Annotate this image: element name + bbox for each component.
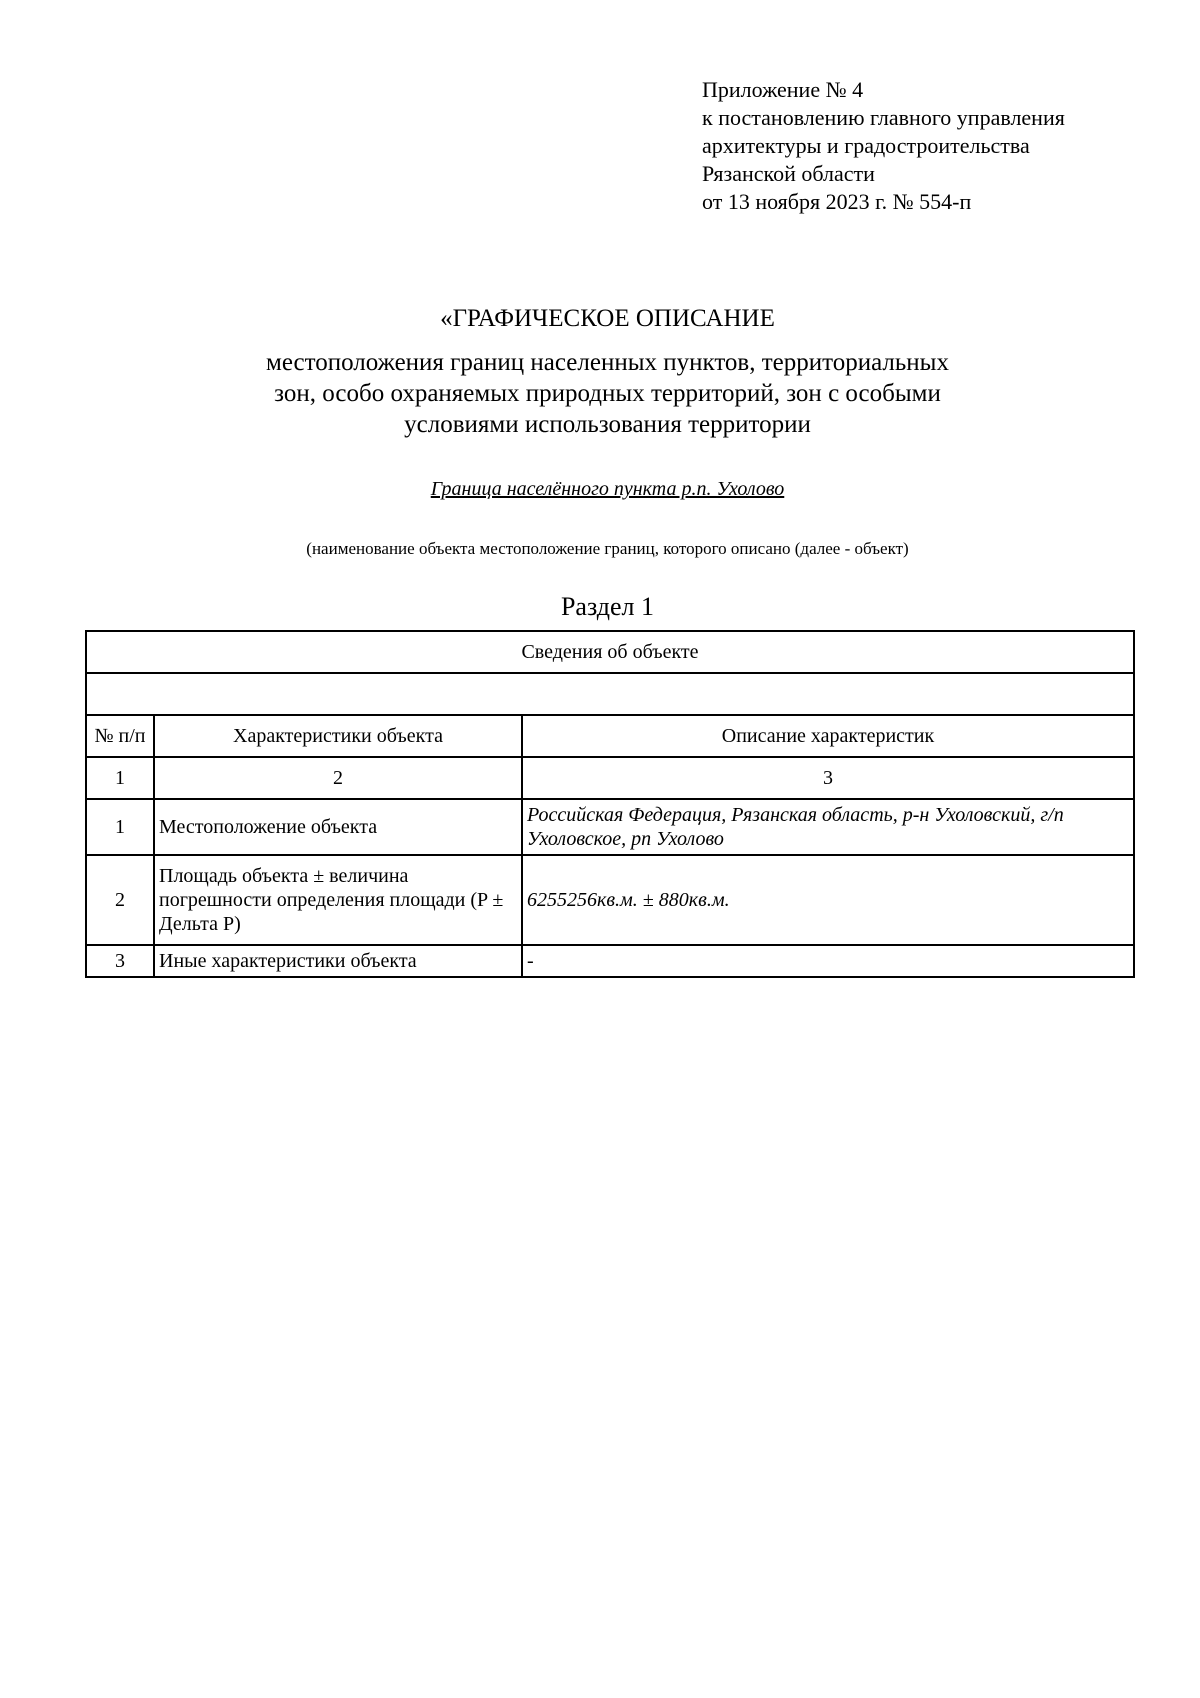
- column-number: 1: [86, 757, 154, 799]
- object-info-table: [85, 630, 1135, 978]
- table-row: [86, 855, 1134, 945]
- table-empty-row: [86, 673, 1134, 715]
- row-description: -: [522, 945, 1134, 977]
- table-caption: Сведения об объекте: [86, 631, 1134, 673]
- document-subtitle: [0, 347, 1200, 440]
- object-caption: (наименование объекта местоположение границ, которого описано (далее - объект): [306, 539, 909, 558]
- appendix-line: от 13 ноября 2023 г. № 554-п: [702, 189, 972, 214]
- subtitle-line: условиями использования территории: [404, 411, 811, 438]
- row-description: Российская Федерация, Рязанская область, р-н Ухоловский, г/п Ухоловское, рп Ухолово: [522, 799, 1134, 855]
- subtitle-line: зон, особо охраняемых природных территорий, зон с особыми: [274, 380, 941, 407]
- table-caption-row: [86, 631, 1134, 673]
- table-row: [86, 799, 1134, 855]
- header-number: № п/п: [86, 715, 154, 757]
- header-description: Описание характеристик: [522, 715, 1134, 757]
- object-name: Граница населённого пункта р.п. Ухолово: [430, 478, 785, 500]
- header-characteristic: Характеристики объекта: [154, 715, 522, 757]
- row-number: 2: [86, 855, 154, 945]
- row-number: 1: [86, 799, 154, 855]
- appendix-line: к постановлению главного управления: [702, 105, 1065, 130]
- appendix-line: Рязанской области: [702, 161, 875, 186]
- section-title: Раздел 1: [560, 592, 655, 621]
- appendix-line: Приложение № 4: [702, 77, 864, 102]
- document-title: «ГРАФИЧЕСКОЕ ОПИСАНИЕ: [440, 305, 775, 332]
- table-row: [86, 945, 1134, 977]
- column-number: 3: [522, 757, 1134, 799]
- appendix-line: архитектуры и градостроительства: [702, 133, 1030, 158]
- appendix-block: [702, 76, 1065, 216]
- row-description: 6255256кв.м. ± 880кв.м.: [522, 855, 1134, 945]
- table-empty-cell: [86, 673, 1134, 715]
- row-characteristic: Иные характеристики объекта: [154, 945, 522, 977]
- subtitle-line: местоположения границ населенных пунктов, территориальных: [266, 349, 949, 376]
- column-number: 2: [154, 757, 522, 799]
- table-header-row: [86, 715, 1134, 757]
- table-column-numbers-row: [86, 757, 1134, 799]
- row-characteristic: Местоположение объекта: [154, 799, 522, 855]
- row-number: 3: [86, 945, 154, 977]
- row-characteristic: Площадь объекта ± величина погрешности определения площади (P ± Дельта P): [154, 855, 522, 945]
